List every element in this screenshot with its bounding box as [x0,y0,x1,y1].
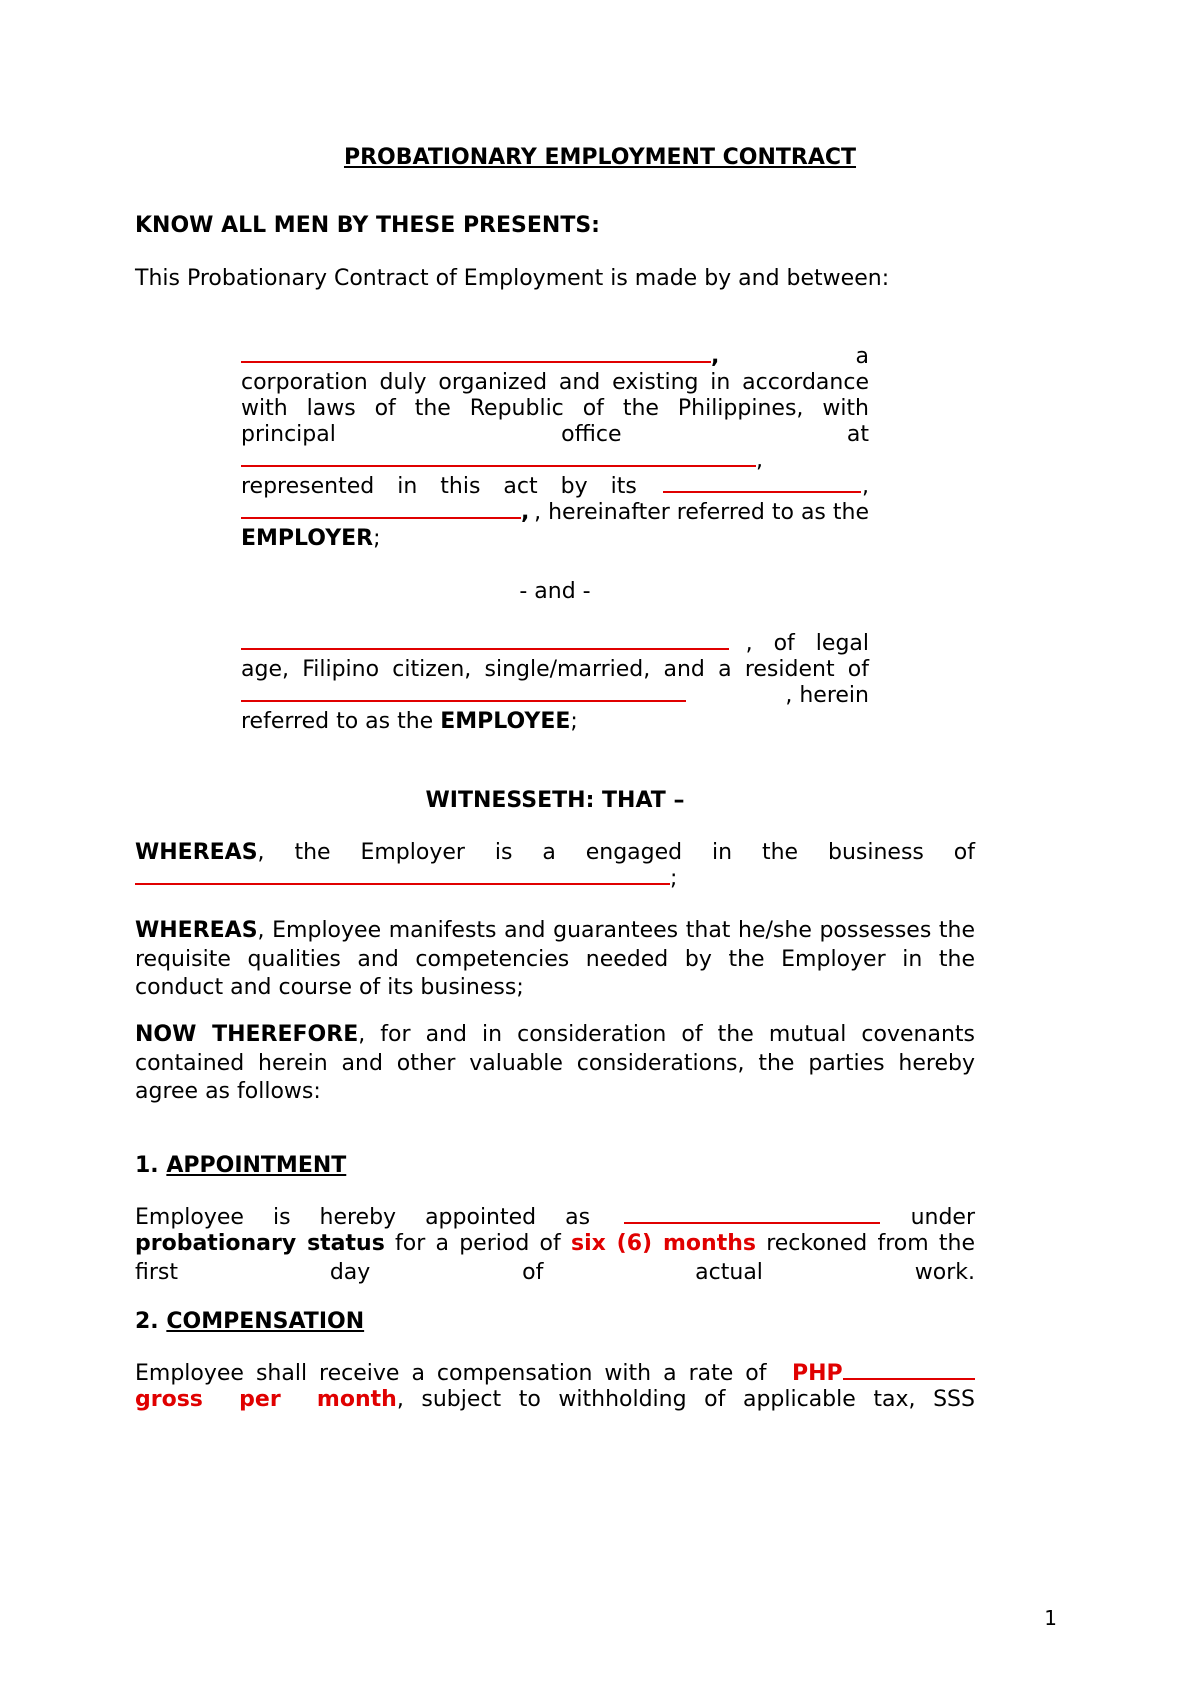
representative-position-blank [663,475,861,493]
section-2-heading: 2. COMPENSATION [135,1309,365,1334]
employee-line-1: , of legal [241,630,869,659]
employer-line-4: principal office at [241,422,869,447]
employer-line-3: with laws of the Republic of the Philippines, with [241,396,869,421]
employee-line-2: age, Filipino citizen, single/married, and a resident of [241,657,869,682]
intro-paragraph: This Probationary Contract of Employment is made by and between: [135,266,890,291]
whereas-1-line-1: WHEREAS, the Employer is a engaged in the business of [135,840,975,865]
business-blank [135,867,670,885]
whereas-2-paragraph: WHEREAS, Employee manifests and guarantees that he/she possesses the requisite qualities and competencies needed by the Employer in the conduct and course of its business; [135,918,975,1000]
employee-residence-blank [241,684,686,702]
employer-label-line: EMPLOYER; [241,526,381,551]
section-2-line-2: gross per month, subject to withholding of applicable tax, SSS [135,1387,975,1412]
employer-line-2: corporation duly organized and existing in accordance [241,370,869,395]
now-therefore-paragraph: NOW THEREFORE, for and in consideration of the mutual covenants contained herein and other valuable considerations, the parties hereby agree as follows: [135,1022,975,1104]
know-all-heading: KNOW ALL MEN BY THESE PRESENTS: [135,213,600,238]
position-blank [624,1206,880,1224]
section-1-line-2: probationary status for a period of six (6) months reckoned from the first day of actual work. [135,1231,976,1285]
salary-blank [843,1362,975,1380]
section-1-line-1: Employee is hereby appointed as under [135,1205,975,1230]
page-number: 1 [1044,1606,1057,1630]
section-2-line-1: Employee shall receive a compensation with a rate of PHP [135,1360,975,1389]
whereas-1-line-2: ; [135,865,975,894]
employer-name-blank [241,345,711,363]
employer-represented-line: represented in this act by its , [241,474,869,499]
employee-residence-line: , herein [241,682,869,711]
section-1-heading: 1. APPOINTMENT [135,1153,347,1178]
and-separator: - and - [519,579,591,604]
principal-office-blank [241,449,756,467]
employer-address-line: , [241,447,869,476]
employer-line-1: , a [241,343,869,372]
employee-label-line: referred to as the EMPLOYEE; [241,709,578,734]
witnesseth-heading: WITNESSETH: THAT – [425,788,685,813]
employer-hereinafter-line: , , hereinafter referred to as the [241,499,869,528]
contract-title: PROBATIONARY EMPLOYMENT CONTRACT [343,145,857,170]
employee-name-blank [241,632,729,650]
representative-name-blank [241,501,521,519]
